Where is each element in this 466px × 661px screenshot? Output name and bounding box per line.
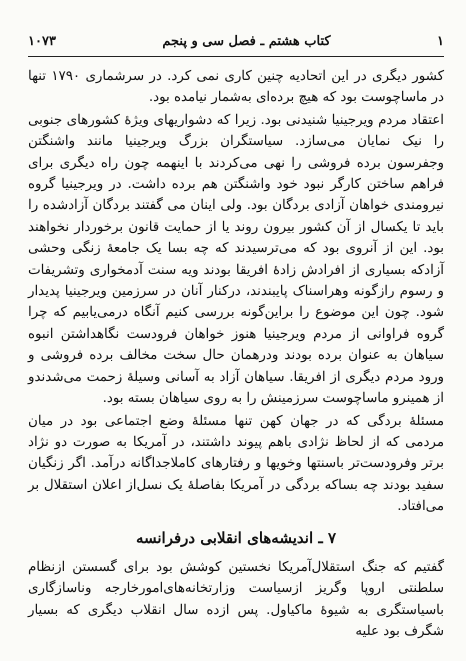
- section-heading: [28, 528, 444, 549]
- page-header: [28, 30, 444, 52]
- header-rule: [28, 56, 444, 57]
- section-title: اندیشه‌های انقلابی درفرانسه: [135, 528, 314, 547]
- paragraph-1: کشور دیگری در این اتحادیه چنین کاری نمی کرد. در سرشماری ۱۷۹۰ تنها در ماساچوست بود که هیچ برده‌ای به‌شمار نیامده بود.: [28, 69, 444, 106]
- page-body: [28, 66, 444, 643]
- running-title: کتاب هشتم ـ فصل سی و پنجم: [162, 33, 331, 49]
- corner-mark: ۱: [437, 33, 444, 49]
- section-paragraph: گفتیم که جنگ استقلال‌آمریکا نخستین کوشش بود برای گسستن ازنظام سلطنتی اروپا وگریز ازسیاست وزارتخانه‌های‌امورخارجه وناسازگاری باسیاستگری به شیوهٔ ماکیاول. پس ازده سال انقلاب دیگری که بسیار شگرف بود علیه: [28, 559, 444, 640]
- paragraph-3: مسئلهٔ بردگی که در جهان کهن تنها مسئلهٔ وضع اجتماعی بود در میان مردمی که از لحاظ نژادی باهم پیوند داشتند، در آمریکا به صورت دو نژاد برتر وفرودست‌تر باسنتها وخویها و رفتارهای کاملاجداگانه درآمد. اگر زنگیان سفید بودند چه بساکه بردگی در آمریکا بفاصلهٔ یک نسل‌از اعلان استقلال بر می‌افتاد.: [28, 413, 444, 515]
- paragraph-2: اعتقاد مردم ویرجینیا شنیدنی بود. زیرا که دشواریهای ویژهٔ کشورهای جنوبی را نیک نمایان می‌سازد. سیاستگران بزرگ ویرجینیا مانند واشنگتن وجفرسون برده فروشی را نهی می‌کردند با اینهمه چون راه دیگری برای فراهم ساختن کارگر نبود خود واشنگتن هم برده داشت. در ویرجینیا گروه نیرومندی خواهان آزادی بردگان بود. ولی اینان می گفتند بردگان آزادشده را باید تا یکسال از آن کشور بیرون روند یا از حمایت قانون برخوردار نخواهند بود. این از آنروی بود که می‌ترسیدند که چه بسا یک جامعهٔ زنگی وحشی آزادکه بسیاری از افرادش زادهٔ افریقا بودند ویه سنت آدمخواری وتشریفات و رسوم رازگونه وهراسناک پایبندند، درکنار آنان در سرزمین ویرجینیا پدیدار شود. چون این موضوع را براین‌گونه بررسی کنیم آنگاه درمی‌یابیم که چرا گروه فراوانی از مردم ویرجینیا هنوز خواهان فرودست نگاهداشتن انبوه سیاهان به عنوان برده بودند ودرهمان حال سخت مخالف برده فروشی و ورود مردم دیگری از افریقا. سیاهان آزاد به آسانی وسیلهٔ زحمت می‌شدندو از همینرو ماساچوست سرزمینش را به روی سیاهان بسته بود.: [28, 112, 444, 407]
- page-number: ۱۰۷۳: [28, 33, 56, 49]
- section-number: ۷ ـ: [318, 528, 337, 547]
